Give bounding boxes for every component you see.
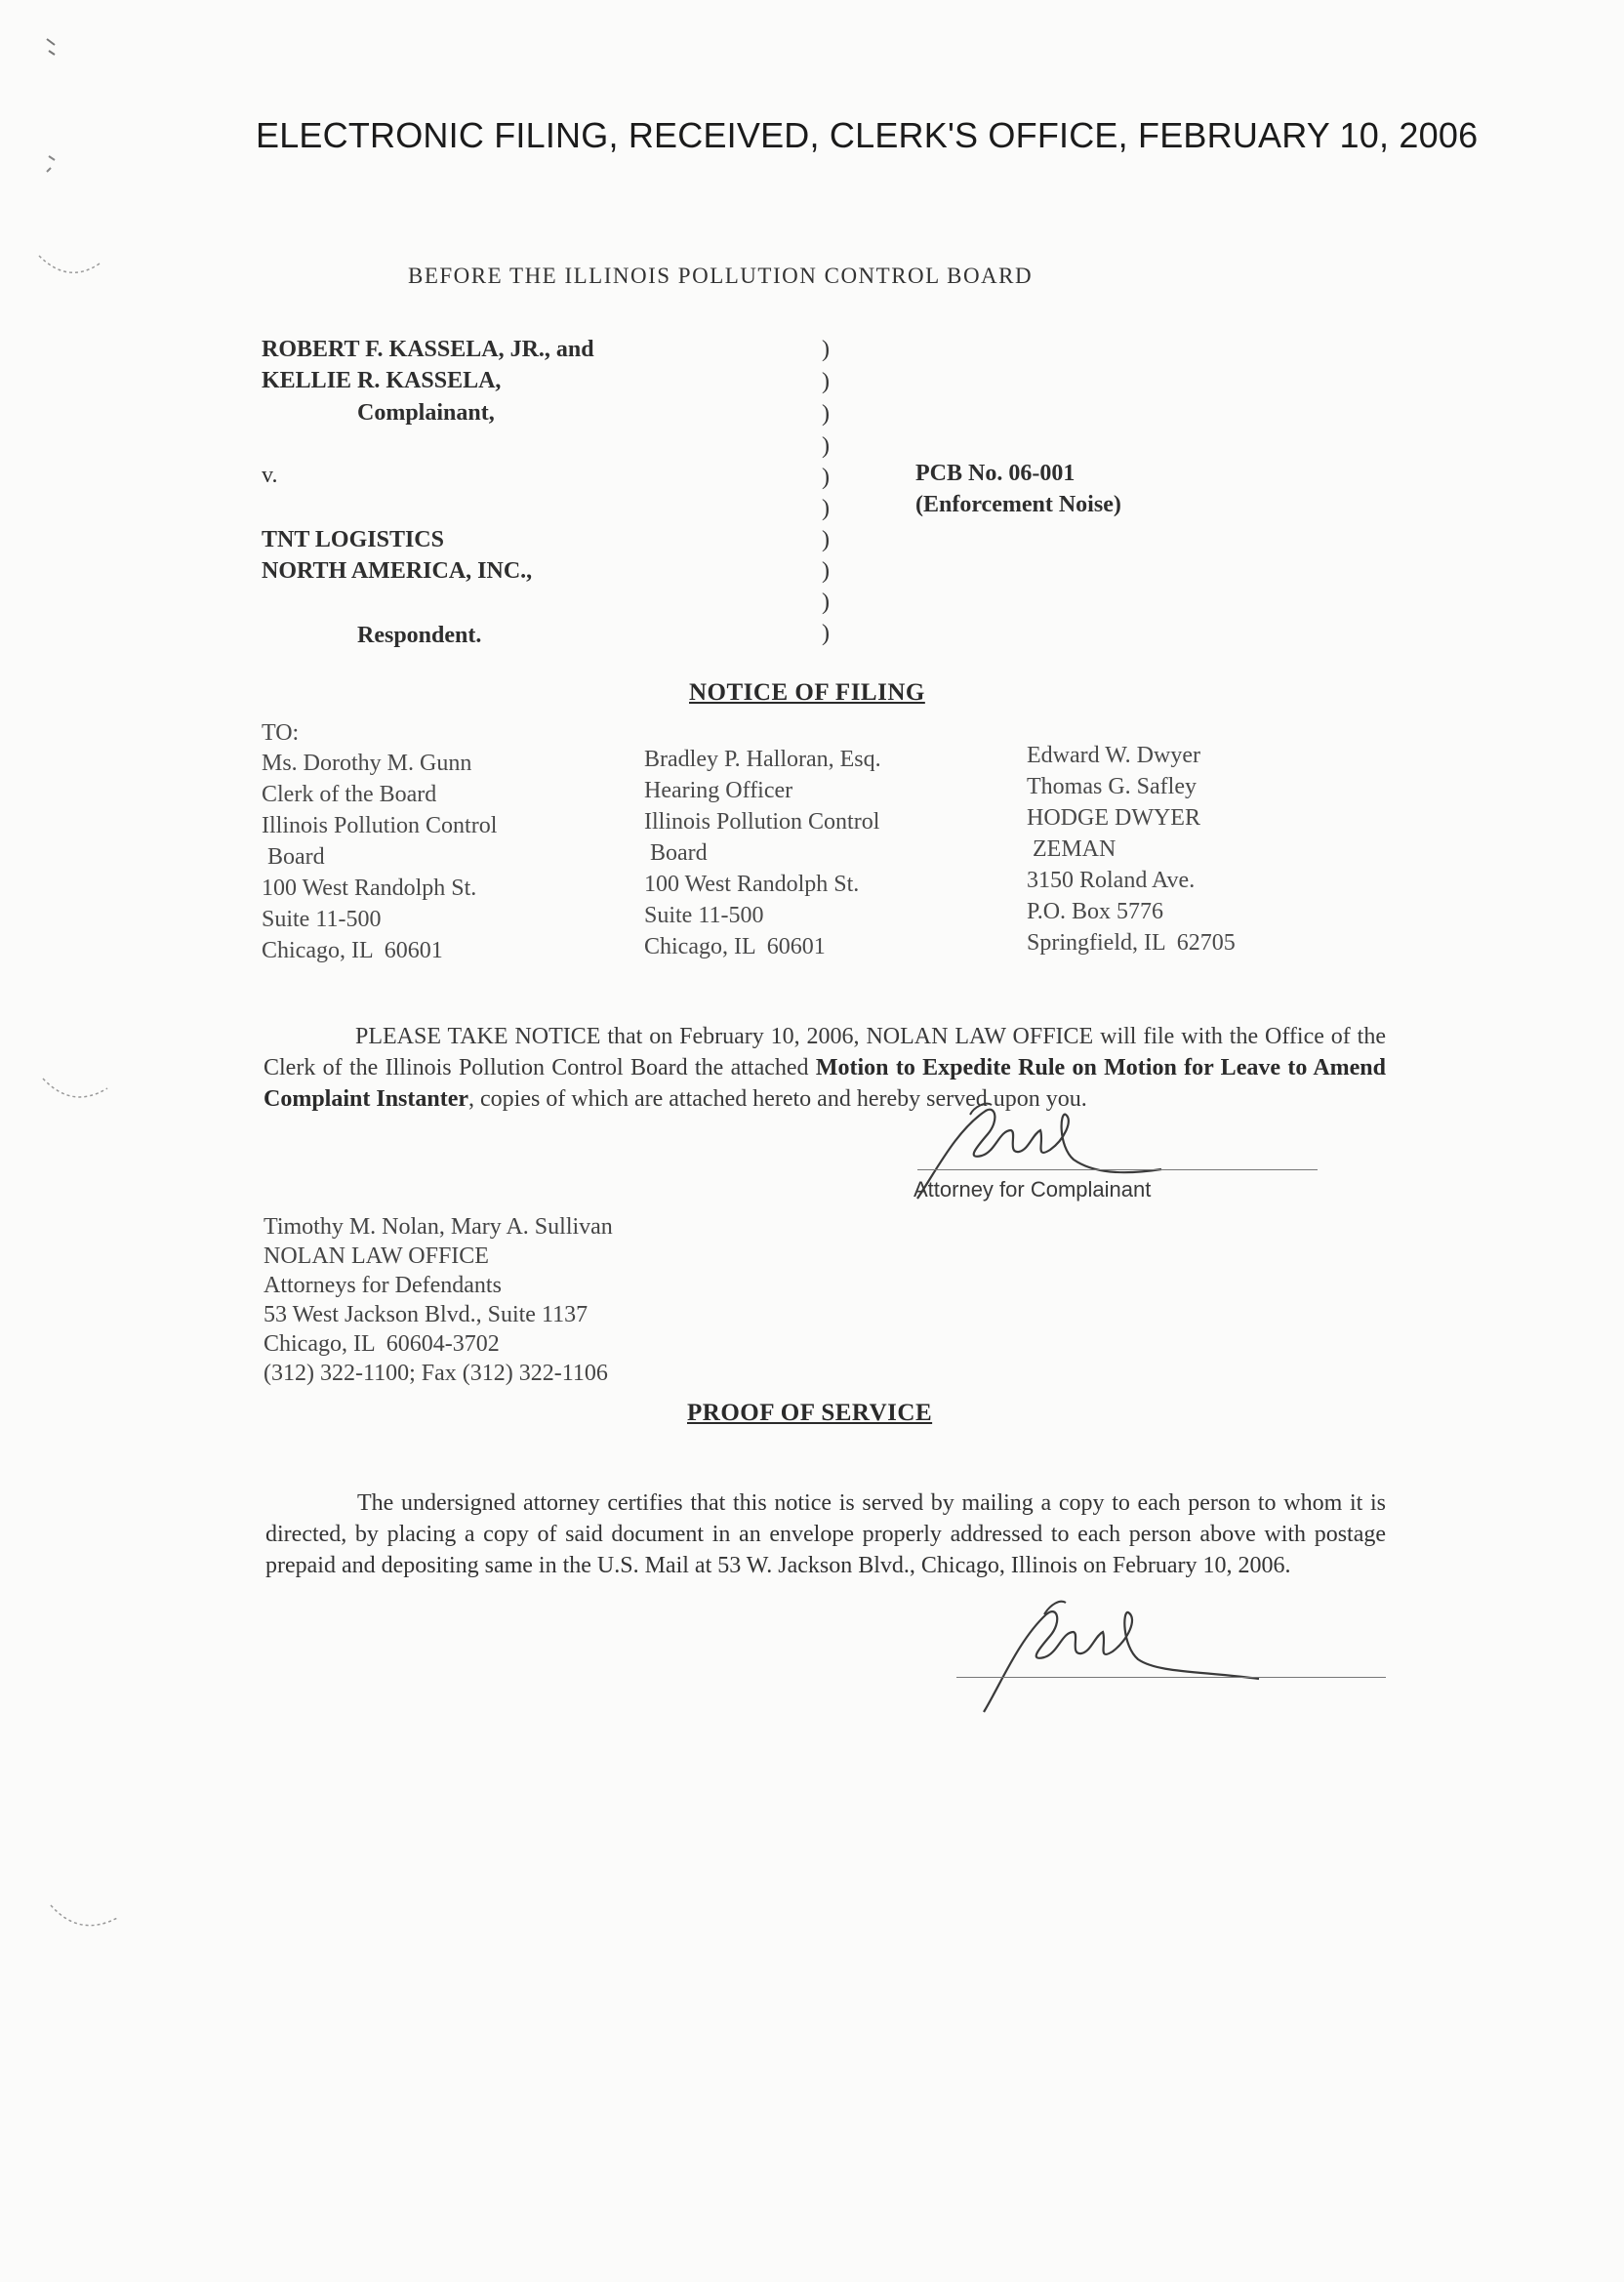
electronic-filing-stamp: ELECTRONIC FILING, RECEIVED, CLERK'S OFFICE, FEBRUARY 10, 2006 (256, 115, 1479, 155)
signature-caption: Attorney for Complainant (914, 1177, 1152, 1202)
firm-line: Chicago, IL 60604-3702 (264, 1331, 500, 1357)
signature-line-2 (956, 1677, 1386, 1678)
recipient-hearing-officer (644, 744, 881, 962)
recipient-line: Bradley P. Halloran, Esq. (644, 747, 881, 772)
recipient-line: Board (262, 844, 325, 870)
firm-line: Timothy M. Nolan, Mary A. Sullivan (264, 1214, 613, 1240)
firm-line: 53 West Jackson Blvd., Suite 1137 (264, 1302, 589, 1327)
recipient-respondent-counsel (1027, 740, 1236, 958)
recipient-line: Springfield, IL 62705 (1027, 930, 1236, 956)
proof-signature (956, 1589, 1288, 1716)
recipient-line: 100 West Randolph St. (644, 872, 860, 897)
firm-block (264, 1212, 613, 1388)
complainant-name-1: ROBERT F. KASSELA, JR., and (262, 337, 594, 362)
case-type: (Enforcement Noise) (915, 492, 1121, 517)
recipient-line: Clerk of the Board (262, 782, 437, 807)
court-title: BEFORE THE ILLINOIS POLLUTION CONTROL BOARD (408, 264, 1034, 288)
recipient-line: 100 West Randolph St. (262, 876, 477, 901)
to-label: TO: (262, 720, 300, 746)
complainant-role: Complainant, (357, 400, 495, 426)
recipient-line: Illinois Pollution Control (262, 813, 498, 838)
versus: v. (262, 463, 278, 488)
notice-text-after: , copies of which are attached hereto and hereby served upon you. (468, 1086, 1087, 1112)
respondent-role: Respondent. (357, 623, 482, 648)
recipient-line: HODGE DWYER (1027, 805, 1200, 831)
case-number: PCB No. 06-001 (915, 461, 1076, 486)
recipient-line: Illinois Pollution Control (644, 809, 880, 835)
recipient-clerk (262, 748, 497, 966)
respondent-name-1: TNT LOGISTICS (262, 527, 444, 552)
notice-paragraph (264, 1021, 1386, 1115)
scan-edge-marks (0, 0, 137, 2282)
recipient-line: Ms. Dorothy M. Gunn (262, 751, 472, 776)
firm-line: Attorneys for Defendants (264, 1273, 502, 1298)
recipient-line: Edward W. Dwyer (1027, 743, 1200, 768)
notice-text-before: PLEASE TAKE NOTICE that on February 10, 2006, NOLAN LAW OFFICE will file with the Office of the Clerk of the Illinois Pollution Control Board the attached (264, 1024, 1386, 1080)
firm-line: (312) 322-1100; Fax (312) 322-1106 (264, 1361, 608, 1386)
recipient-line: Chicago, IL 60601 (644, 934, 826, 959)
recipient-line: Hearing Officer (644, 778, 793, 803)
recipient-line: P.O. Box 5776 (1027, 899, 1164, 924)
proof-paragraph: The undersigned attorney certifies that this notice is served by mailing a copy to each person to whom it is directed, by placing a copy of said document in an envelope properly addressed to each person above with postage prepaid and depositing same in the U.S. Mail at 53 W. Jackson Blvd., Chicago, Illinois on February 10, 2006. (265, 1490, 1386, 1578)
firm-line: NOLAN LAW OFFICE (264, 1243, 489, 1269)
signature-line-1 (917, 1169, 1318, 1170)
recipient-line: Chicago, IL 60601 (262, 938, 443, 963)
recipient-line: Suite 11-500 (644, 903, 764, 928)
proof-of-service-heading: PROOF OF SERVICE (687, 1400, 933, 1426)
recipient-line: 3150 Roland Ave. (1027, 868, 1196, 893)
recipient-line: Suite 11-500 (262, 907, 382, 932)
notice-of-filing-heading: NOTICE OF FILING (689, 679, 925, 706)
recipient-line: ZEMAN (1027, 836, 1116, 862)
recipient-line: Board (644, 840, 708, 866)
complainant-name-2: KELLIE R. KASSELA, (262, 368, 502, 393)
recipient-line: Thomas G. Safley (1027, 774, 1197, 799)
notice-motion-title: Motion to Expedite Rule on Motion for Leave to Amend Complaint Instanter (264, 1055, 1386, 1112)
respondent-name-2: NORTH AMERICA, INC., (262, 558, 533, 584)
